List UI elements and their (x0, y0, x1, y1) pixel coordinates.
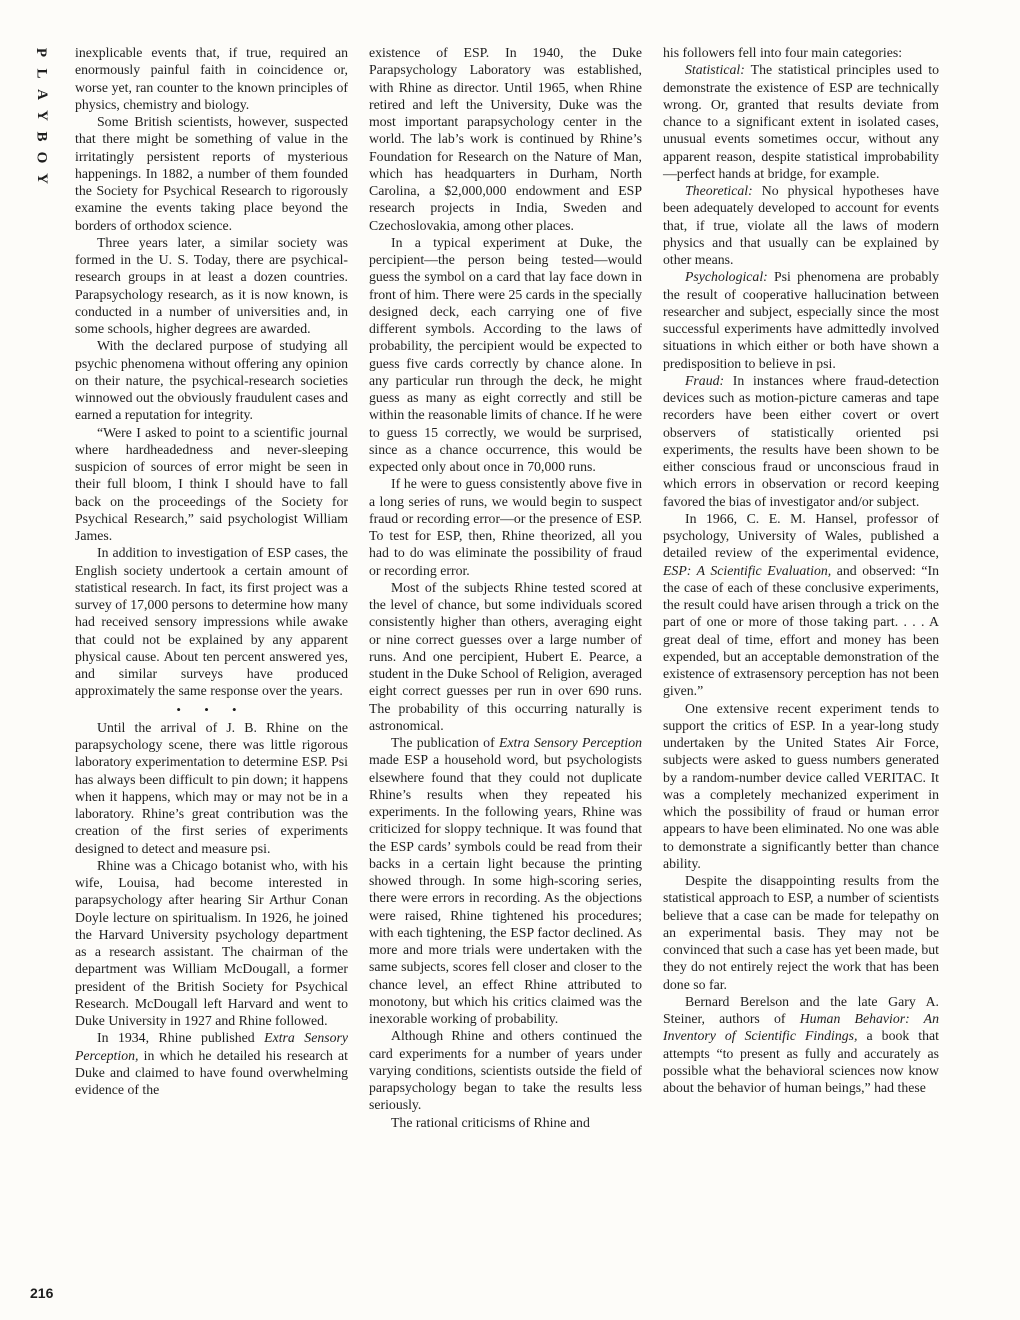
paragraph: Three years later, a similar society was formed in the U. S. Today, there are psychical-research groups in at least a dozen countries. Parapsychology research, as it is now known, is conducted in a number of universities and, in some schools, higher degrees are awarded. (75, 234, 348, 336)
paragraph: Until the arrival of J. B. Rhine on the parapsychology scene, there was little rigorous laboratory experimentation to determine ESP. Psi has always been difficult to pin down; it happens when it happens, which may or may not be in a laboratory. Rhine’s great contribution was the creation of the first series of experiments designed to detect and measure psi. (75, 719, 348, 856)
text-run: made ESP a household word, but psychologists elsewhere found that they could not duplicate Rhine’s results when they repeated his experiments. In the following years, Rhine was criticized for sloppy technique. It was found that the ESP cards’ symbols could be read from their backs in a certain light because the printing showed through. In some high-scoring series, there were errors in recording. As the objections were raised, Rhine tightened his procedures; with each tightening, the ESP factor declined. As more and more trials were undertaken with the same subjects, scores fell closer and closer to the chance level, an effect Rhine attributed to monotony, but which his critics claimed was the inexorable working of probability. (369, 752, 642, 1026)
category-label: Statistical: (685, 62, 745, 78)
masthead-letter: Y (33, 173, 50, 184)
page-number: 216 (30, 1285, 54, 1301)
paragraph (663, 268, 939, 372)
paragraph (663, 182, 939, 268)
paragraph: If he were to guess consistently above five in a long series of runs, we would begin to suspect fraud or recording error—or the presence of ESP. To test for ESP, then, Rhine theorized, all you had to do was eliminate the possibility of fraud or recording error. (369, 476, 642, 578)
text-run: a book that attempts “to present as fully and accurately as possible what the behavioral sciences now know about the behavior of human beings,” had these (663, 1028, 939, 1095)
paragraph: Some British scientists, however, suspected that there might be something of value in the irritatingly persistent reports of mysterious happenings. In 1882, a number of them founded the Society for Psychical Research to rigorously examine the events taking place beyond the borders of orthodox science. (75, 114, 348, 233)
paragraph: Although Rhine and others continued the card experiments for a number of years under varying conditions, scientists outside the field of parapsychology began to take the results less seriously. (369, 1028, 642, 1113)
paragraph (663, 372, 939, 510)
column-2 (369, 44, 642, 1131)
paragraph: The rational criticisms of Rhine and (391, 1114, 590, 1130)
paragraph (663, 993, 939, 1097)
book-title: Extra Sensory Perception, (75, 1030, 348, 1063)
masthead-letter: A (33, 89, 50, 100)
column-1 (75, 44, 348, 1098)
paragraph: In addition to investigation of ESP cases, the English society undertook a certain amount of statistical research. In fact, its first project was a survey of 17,000 persons to determine how many had received sensory impressions while awake that could not be explained by any apparent physical cause. About ten percent answered yes, and similar surveys have produced approximately the same response over the years. (75, 545, 348, 699)
paragraph: Rhine was a Chicago botanist who, with his wife, Louisa, had become interested in parapsychology after hearing Sir Arthur Conan Doyle lecture on spiritualism. In 1926, he joined the Harvard University psychology department as a research assistant. The chairman of the department was William McDougall, a former president of the British Society for Psychical Research. McDougall left Harvard and went to Duke University in 1927 and Rhine followed. (75, 857, 348, 1028)
book-title: ESP: A Scientific Evaluation, (663, 562, 832, 578)
text-run: In instances where fraud-detection devices such as motion-picture cameras and tape recorders have been either covert or overt observers of statistically oriented psi experiments, the results have been shown to be either conscious fraud or unconscious fraud in which errors in observation or record keeping favored the bias of investigator and/or subject. (663, 372, 939, 509)
paragraph (369, 734, 642, 1027)
text-run: No physical hypotheses have been adequately developed to account for events that, if true, violate all the laws of modern physics and that usually can be explained by other means. (663, 183, 939, 267)
paragraph (663, 510, 939, 700)
text-run: in which he detailed his research at Duke and claimed to have found overwhelming evidence of the (75, 1047, 348, 1097)
text-run: Bernard Berelson and the late Gary A. Steiner, authors of (663, 993, 939, 1026)
paragraph: Most of the subjects Rhine tested scored at the level of chance, but some individuals scored consistently higher than others, averaging eight or nine correct guesses over a large number of runs. And one percipient, Hubert E. Pearce, a student in the Duke School of Religion, averaged eight correct guesses per run in over 690 runs. The probability of this occurring naturally is astronomical. (369, 579, 642, 733)
playboy-masthead (30, 42, 52, 189)
text-run: The publication of (391, 735, 499, 750)
paragraph: One extensive recent experiment tends to support the critics of ESP. In a year-long study undertaken by the United States Air Force, subjects were asked to guess numbers generated by a random-number device called VERITAC. It was a completely mechanized experiment in which the possibility of fraud or human error appears to have been eliminated. No one was able to demonstrate a significantly better than chance ability. (663, 700, 939, 871)
paragraph: existence of ESP. In 1940, the Duke Parapsychology Laboratory was established, with Rhine as director. Until 1965, when Rhine retired and left the University, Duke was the most important parapsychology center in the world. The lab’s work is continued by Rhine’s Foundation for Research on the Nature of Man, which has headquarters in Durham, North Carolina, a $2,000,000 endowment and ESP research projects in India, Sweden and Czechoslovakia, among other places. (369, 45, 642, 233)
book-title: Human Behavior: An Inventory of Scientific Findings, (663, 1011, 940, 1044)
text-run: In 1934, Rhine published (97, 1030, 265, 1046)
paragraph: “Were I asked to point to a scientific journal where hardheadedness and never-sleeping suspicion of sources of error might be seen in their full bloom, I think I should have to fall back on the proceedings of the Society for Psychical Research,” said psychologist William James. (75, 424, 348, 543)
paragraph: inexplicable events that, if true, required an enormously painful faith in coincidence or, worse yet, ran counter to the known principles of physics, chemistry and biology. (75, 45, 348, 112)
book-title: Extra Sensory Perception (499, 735, 642, 750)
category-label: Theoretical: (685, 183, 753, 198)
paragraph: Despite the disappointing results from the statistical approach to ESP, a number of scientists believe that a case can be made for telepathy on an experimental basis. They may not be convinced that such a case has yet been made, but they do not entirely reject the work that has been done so far. (663, 873, 939, 992)
section-separator: • • • (176, 701, 247, 717)
category-label: Fraud: (685, 372, 725, 388)
paragraph: In a typical experiment at Duke, the percipient—the person being tested—would guess the symbol on a card that lay face down in front of him. There were 25 cards in the specially designed deck, each carrying one of five different symbols. According to the laws of probability, the percipient would be expected to guess five cards correctly by chance alone. In any particular run through the deck, he might guess as many as eight correctly and still be within the reasonable limits of chance. If he were to guess 15 correctly, we would be surprised, since as a chance occurrence, this would be expected only about once in 70,000 runs. (369, 234, 642, 474)
text-run: In 1966, C. E. M. Hansel, professor of psychology, University of Wales, published a detailed review of the experimental evidence, (663, 510, 939, 561)
text-run: and observed: “In the case of each of these conclusive experiments, the result could have arisen through a trick on the part of one or more of those taking part. . . . A great deal of time, effort and money has been expended, but an acceptable demonstration of the existence of extrasensory perception has not been given.” (663, 562, 939, 699)
paragraph (663, 61, 939, 182)
text-run: Psi phenomena are probably the result of cooperative hallucination between researcher and subject, especially since the most successful experiments have admittedly involved situations in which either or both have shown a predisposition to believe in psi. (663, 269, 939, 371)
paragraph: With the declared purpose of studying all psychic phenomena without offering any opinion on their nature, the psychical-research societies winnowed out the obviously fraudulent cases and earned a reputation for integrity. (75, 338, 348, 423)
masthead-letter: B (33, 131, 50, 142)
paragraph (75, 1029, 348, 1098)
column-3 (663, 44, 939, 1096)
paragraph: his followers fell into four main categories: (663, 45, 903, 60)
masthead-letter: Y (33, 110, 50, 121)
masthead-letter: O (33, 151, 50, 164)
masthead-letter: P (33, 47, 50, 58)
category-label: Psychological: (685, 269, 768, 285)
masthead-letter: L (33, 68, 50, 79)
text-run: The statistical principles used to demonstrate the existence of ESP are technically wrong. Or, granted that results deviate from chance to a significant extent in isolated cases, unusual events sometimes occur, without any apparent reason, despite statistical improbability—perfect hands at bridge, for example. (663, 62, 939, 181)
